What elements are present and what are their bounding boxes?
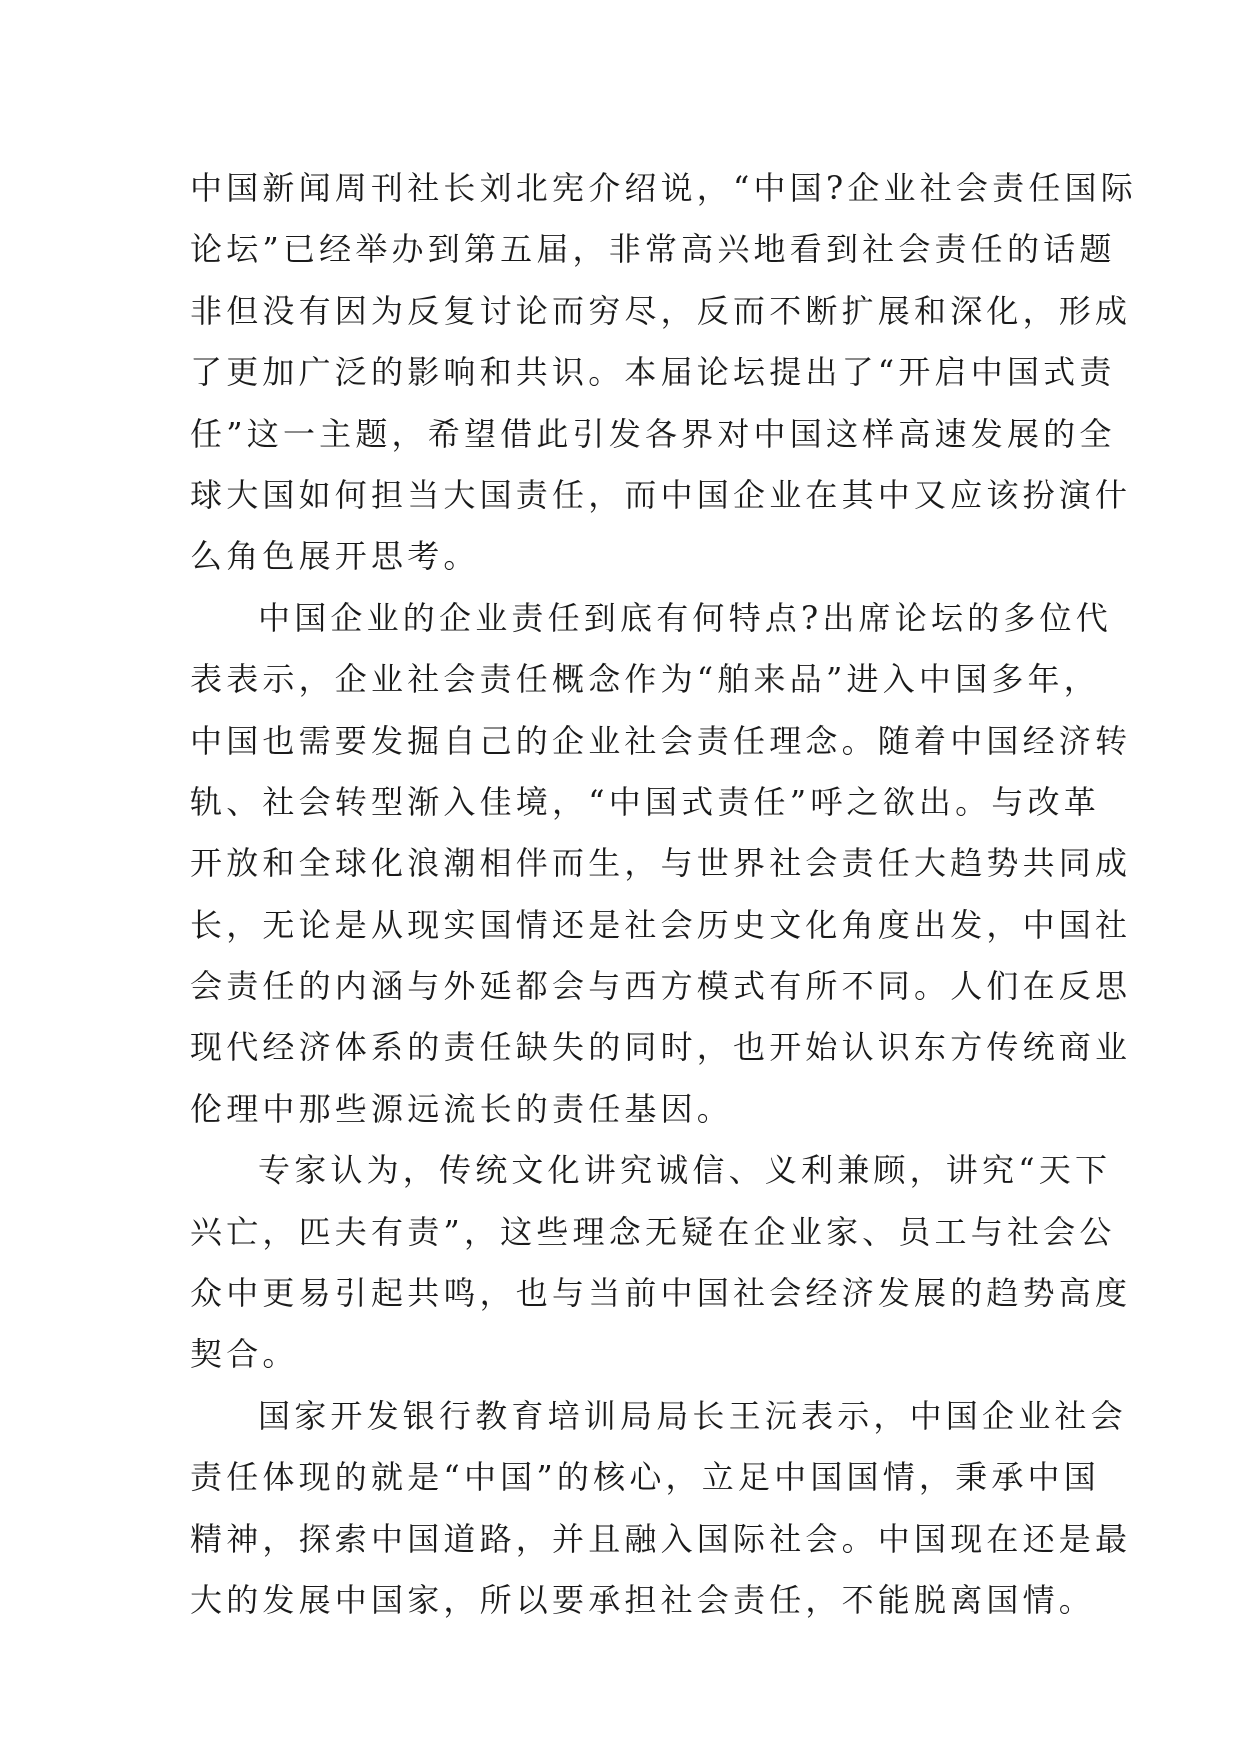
text-line: 么角色展开思考。 [190,537,480,576]
text-line: 精神，探索中国道路，并且融入国际社会。中国现在还是最 [190,1519,1132,1558]
text-line: 兴亡，匹夫有责”，这些理念无疑在企业家、员工与社会公 [190,1212,1116,1251]
text-line: 现代经济体系的责任缺失的同时，也开始认识东方传统商业 [190,1028,1132,1067]
text-line: 了更加广泛的影响和共识。本届论坛提出了“开启中国式责 [190,353,1116,392]
text-line: 国家开发银行教育培训局局长王沅表示，中国企业社会 [258,1396,1127,1435]
text-line: 论坛”已经举办到第五届，非常高兴地看到社会责任的话题 [190,230,1116,269]
text-line: 轨、社会转型渐入佳境，“中国式责任”呼之欲出。与改革 [190,782,1100,821]
text-line: 表表示，企业社会责任概念作为“舶来品”进入中国多年， [190,660,1100,699]
paragraph-2 [190,588,1132,1141]
text-line: 任”这一主题，希望借此引发各界对中国这样高速发展的全 [190,414,1116,453]
text-line: 中国新闻周刊社长刘北宪介绍说，“中国?企业社会责任国际 [190,169,1137,207]
text-line: 众中更易引起共鸣，也与当前中国社会经济发展的趋势高度 [190,1274,1132,1313]
text-line: 责任体现的就是“中国”的核心，立足中国国情，秉承中国 [190,1458,1100,1497]
text-line: 球大国如何担当大国责任，而中国企业在其中又应该扮演什 [190,475,1132,514]
text-line: 契合。 [190,1335,299,1374]
text-line: 大的发展中国家，所以要承担社会责任，不能脱离国情。 [190,1580,1096,1619]
text-line: 开放和全球化浪潮相伴而生，与世界社会责任大趋势共同成 [190,844,1132,883]
text-line: 长，无论是从现实国情还是社会历史文化角度出发，中国社 [190,905,1132,944]
text-line: 非但没有因为反复讨论而穷尽，反而不断扩展和深化，形成 [190,291,1132,330]
paragraph-1 [190,158,1137,588]
text-line: 专家认为，传统文化讲究诚信、义利兼顾，讲究“天下 [258,1151,1112,1190]
paragraph-4 [190,1386,1132,1632]
text-line: 会责任的内涵与外延都会与西方模式有所不同。人们在反思 [190,967,1132,1006]
body-text [190,158,1137,1631]
text-line: 伦理中那些源远流长的责任基因。 [190,1089,734,1128]
text-line: 中国企业的企业责任到底有何特点?出席论坛的多位代 [258,598,1112,637]
text-line: 中国也需要发掘自己的企业社会责任理念。随着中国经济转 [190,721,1132,760]
paragraph-3 [190,1140,1132,1386]
